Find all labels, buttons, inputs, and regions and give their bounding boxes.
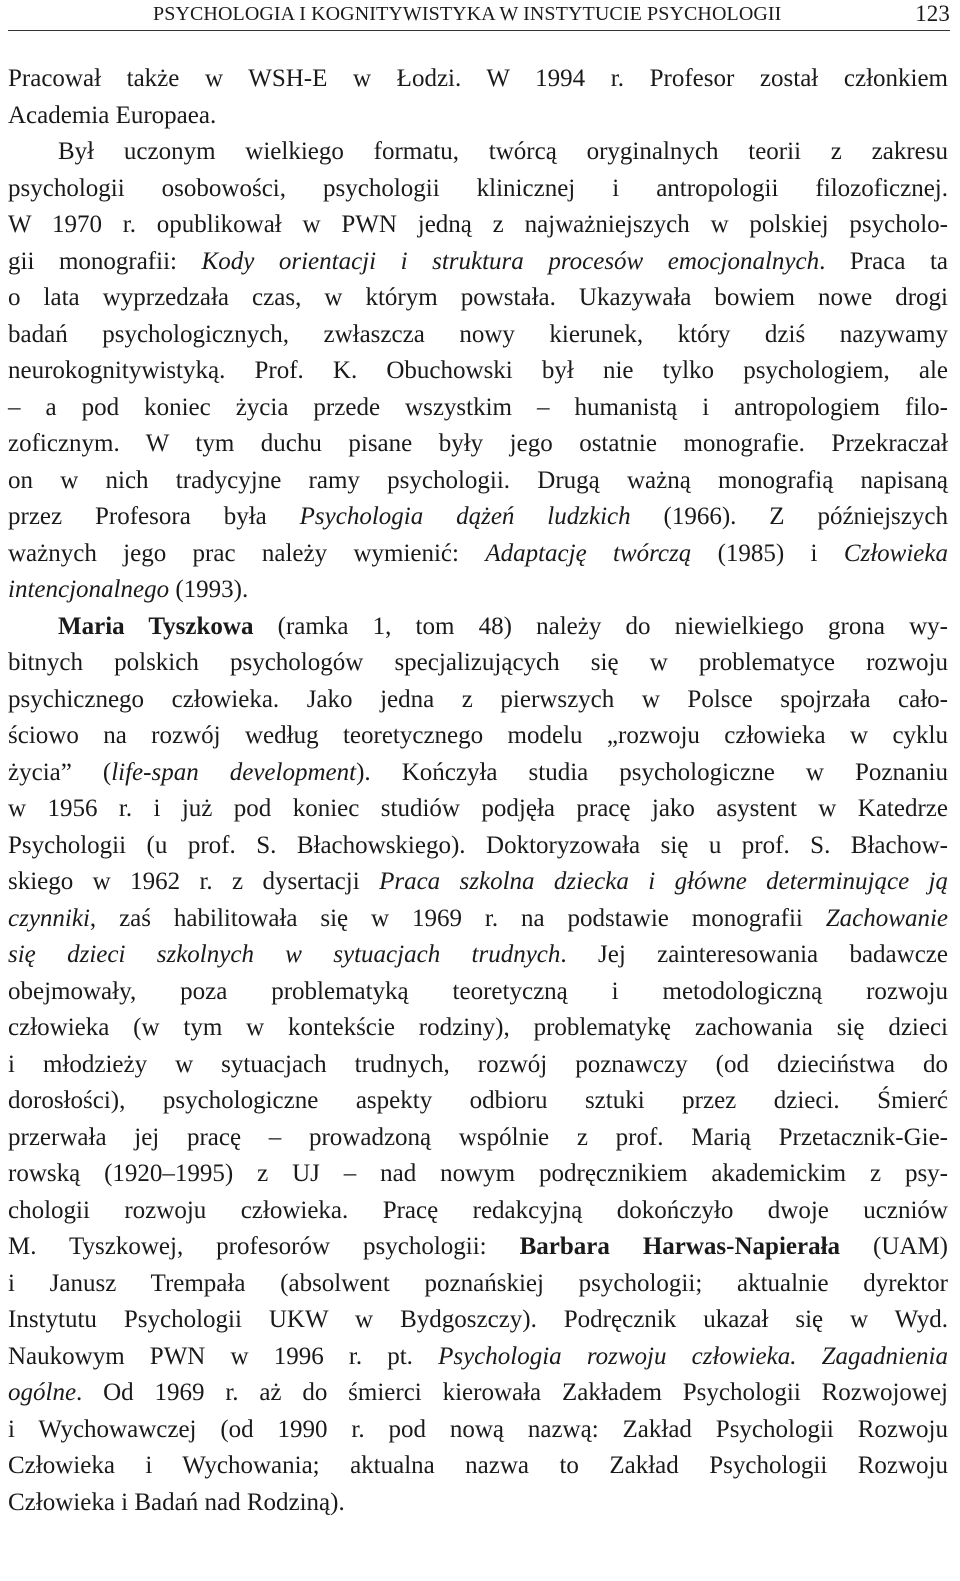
text-line: przerwała jej pracę – prowadzoną wspólnie z prof. Marią Przetacznik-Gie- <box>8 1123 948 1151</box>
paragraph <box>8 609 948 1522</box>
text-line: człowieka (w tym w kontekście rodziny), problematykę zachowania się dzieci <box>8 1014 948 1041</box>
text-line: psychologii osobowości, psychologii klinicznej i antropologii filozoficznej. <box>8 174 948 202</box>
text-line: ważnych jego prac należy wymienić: Adaptację twórczą (1985) i Człowieka <box>8 539 948 567</box>
text-line: psychicznego człowieka. Jako jedna z pierwszych w Polsce spojrzała cało- <box>8 685 948 713</box>
text-line: o lata wyprzedzała czas, w którym powstała. Ukazywała bowiem nowe drogi <box>8 284 948 311</box>
text-line: W 1970 r. opublikował w PWN jedną z najważniejszych w polskiej psycholo- <box>8 211 948 238</box>
text-line: Człowieka i Badań nad Rodziną). <box>8 1488 345 1516</box>
paragraph <box>8 134 948 609</box>
text-line: zoficznym. W tym duchu pisane były jego ostatnie monografie. Przekraczał <box>8 430 948 457</box>
text-line: ogólne. Od 1969 r. aż do śmierci kierowała Zakładem Psychologii Rozwojowej <box>8 1379 948 1406</box>
text-line: ściowo na rozwój według teoretycznego modelu „rozwoju człowieka w cyklu <box>8 722 948 749</box>
text-line: Psychologii (u prof. S. Błachowskiego). Doktoryzowała się u prof. S. Błachow- <box>8 831 948 859</box>
page-number: 123 <box>915 1 950 26</box>
text-line: badań psychologicznych, zwłaszcza nowy kierunek, który dziś nazywamy <box>8 320 948 348</box>
text-line: przez Profesora była Psychologia dążeń ludzkich (1966). Z późniejszych <box>8 503 948 530</box>
text-line: się dzieci szkolnych w sytuacjach trudnych. Jej zainteresowania badawcze <box>8 941 948 968</box>
text-line: Maria Tyszkowa (ramka 1, tom 48) należy do niewielkiego grona wy- <box>58 612 948 640</box>
text-line: czynniki, zaś habilitowała się w 1969 r. na podstawie monografii Zachowanie <box>8 904 948 932</box>
text-line: Pracował także w WSH-E w Łodzi. W 1994 r. Profesor został członkiem <box>8 65 948 92</box>
text-line: i Wychowawczej (od 1990 r. pod nową nazwą: Zakład Psychologii Rozwoju <box>8 1415 948 1443</box>
paragraph <box>8 61 948 134</box>
text-line: i młodzieży w sytuacjach trudnych, rozwój poznawczy (od dzieciństwa do <box>8 1050 948 1078</box>
text-line: obejmowały, poza problematyką teoretyczną i metodologiczną rozwoju <box>8 977 948 1005</box>
text-line: bitnych polskich psychologów specjalizujących się w problematyce rozwoju <box>8 649 948 676</box>
text-line: intencjonalnego (1993). <box>8 576 249 603</box>
text-line: Człowieka i Wychowania; aktualna nazwa to Zakład Psychologii Rozwoju <box>8 1452 948 1479</box>
running-head <box>8 0 950 31</box>
text-line: gii monografii: Kody orientacji i struktura procesów emocjonalnych. Praca ta <box>8 247 949 275</box>
text-line: i Janusz Trempała (absolwent poznańskiej psychologii; aktualnie dyrektor <box>8 1269 948 1297</box>
text-line: skiego w 1962 r. z dysertacji Praca szkolna dziecka i główne determinujące ją <box>8 868 948 895</box>
text-line: Instytutu Psychologii UKW w Bydgoszczy). Podręcznik ukazał się w Wyd. <box>8 1306 948 1333</box>
text-line: Academia Europaea. <box>8 101 217 129</box>
text-line: Był uczonym wielkiego formatu, twórcą oryginalnych teorii z zakresu <box>58 138 948 165</box>
text-line: – a pod koniec życia przede wszystkim – humanistą i antropologiem filo- <box>8 393 948 421</box>
text-line: życia” (life-span development). Kończyła studia psychologiczne w Poznaniu <box>8 758 948 786</box>
text-line: dorosłości), psychologiczne aspekty odbioru sztuki przez dzieci. Śmierć <box>8 1087 948 1114</box>
body-text <box>8 61 948 1521</box>
text-line: on w nich tradycyjne ramy psychologii. Drugą ważną monografią napisaną <box>8 466 948 494</box>
text-line: neurokognitywistyką. Prof. K. Obuchowski był nie tylko psychologiem, ale <box>8 357 948 384</box>
text-line: w 1956 r. i już pod koniec studiów podjęła pracę jako asystent w Katedrze <box>8 795 948 822</box>
text-line: M. Tyszkowej, profesorów psychologii: Barbara Harwas-Napierała (UAM) <box>8 1233 948 1260</box>
text-line: Naukowym PWN w 1996 r. pt. Psychologia rozwoju człowieka. Zagadnienia <box>8 1342 948 1370</box>
text-line: rowską (1920–1995) z UJ – nad nowym podręcznikiem akademickim z psy- <box>8 1160 948 1187</box>
running-title: PSYCHOLOGIA I KOGNITYWISTYKA W INSTYTUCIE PSYCHOLOGII <box>153 3 782 25</box>
text-line: chologii rozwoju człowieka. Pracę redakcyjną dokończyło dwoje uczniów <box>8 1196 948 1224</box>
